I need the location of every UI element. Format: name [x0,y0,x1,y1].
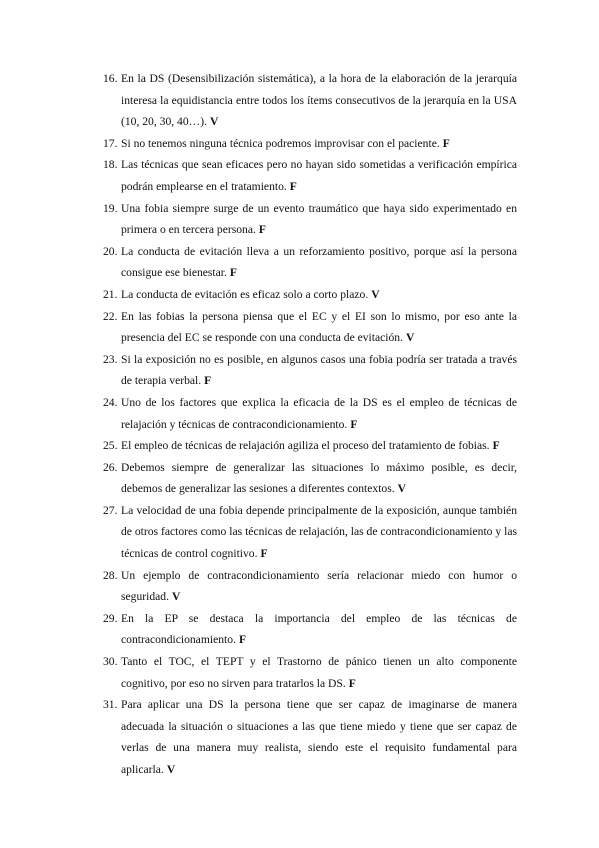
item-number: 21. [103,287,118,301]
list-item [103,198,517,241]
item-answer: F [348,676,356,690]
list-item [103,349,517,392]
item-answer: F [492,439,500,453]
item-number: 25. [103,439,118,453]
item-number: 22. [103,309,118,323]
item-answer: F [204,374,212,388]
item-answer: V [171,590,181,604]
item-number: 28. [103,568,118,582]
list-item [103,565,517,608]
list-item [103,457,517,500]
item-text: La conducta de evitación lleva a un reforzamiento positivo, porque así la persona consigue ese bienestar. [121,244,517,280]
item-number: 31. [103,698,118,712]
item-number: 29. [103,611,118,625]
item-number: 23. [103,352,118,366]
item-number: 27. [103,503,118,517]
item-text: En las fobias la persona piensa que el EC y el EI son lo mismo, por eso ante la presencia del EC se responde con una conducta de evitación. [121,309,517,345]
item-text: La velocidad de una fobia depende principalmente de la exposición, aunque también de otros factores como las técnicas de relajación, las de contracondicionamiento y las técnicas de control cognitivo. [121,503,517,561]
item-answer: F [350,417,358,431]
list-item [103,651,517,694]
item-text: Uno de los factores que explica la eficacia de la DS es el empleo de técnicas de relajación y técnicas de contracondicionamiento. [121,395,517,431]
item-text: Las técnicas que sean eficaces pero no hayan sido sometidas a verificación empírica podrán emplearse en el tratamiento. [121,158,517,193]
item-answer: F [229,266,238,280]
list-item [103,435,517,457]
list-item [103,694,517,780]
item-answer: V [406,331,415,345]
list-item [103,154,517,197]
item-number: 24. [103,395,118,409]
item-number: 19. [103,201,118,215]
list-item [103,500,517,565]
list-item [103,68,517,133]
item-answer: V [166,763,176,776]
item-number: 16. [103,72,118,85]
item-answer: V [371,287,380,301]
list-item [103,608,517,651]
item-answer: F [289,179,297,193]
item-number: 18. [103,158,118,172]
item-text: Para aplicar una DS la persona tiene que ser capaz de imaginarse de manera adecuada la situación o situaciones a las que tiene miedo y tiene que ser capaz de verlas de una manera muy realista, siendo este el requisito fundamental para aplicarla. [121,698,517,776]
item-number: 26. [103,460,118,474]
list-item [103,306,517,349]
item-number: 30. [103,655,118,669]
item-text: La conducta de evitación es eficaz solo a corto plazo. [121,287,369,301]
list-item [103,392,517,435]
item-number: 20. [103,244,118,258]
list-item [103,284,517,306]
item-text: Si la exposición no es posible, en algunos casos una fobia podría ser tratada a través de terapia verbal. [121,352,517,388]
item-text: Una fobia siempre surge de un evento traumático que haya sido experimentado en primera o en tercera persona. [121,201,517,237]
item-answer: F [442,136,450,150]
item-text: En la DS (Desensibilización sistemática), a la hora de la elaboración de la jerarquía interesa la equidistancia entre todos los ítems consecutivos de la jerarquía en la USA (10, 20, 30, 40…). [121,72,517,129]
list-item [103,133,517,155]
item-answer: F [260,547,268,561]
item-text: El empleo de técnicas de relajación agiliza el proceso del tratamiento de fobias. [121,439,490,453]
item-text: Si no tenemos ninguna técnica podremos improvisar con el paciente. [121,136,440,150]
item-text: Un ejemplo de contracondicionamiento sería relacionar miedo con humor o seguridad. [121,568,517,604]
item-answer: V [209,115,219,129]
list-item [103,241,517,284]
item-number: 17. [103,136,118,150]
item-answer: F [238,633,247,647]
item-text: Debemos siempre de generalizar las situaciones lo máximo posible, es decir, debemos de generalizar las sesiones a diferentes contextos. [121,460,517,496]
item-text: En la EP se destaca la importancia del empleo de las técnicas de contracondicionamiento. [121,611,517,647]
item-text: Tanto el TOC, el TEPT y el Trastorno de pánico tienen un alto componente cognitivo, por eso no sirven para tratarlos la DS. [121,655,517,690]
item-answer: V [397,482,407,496]
true-false-question-list [103,68,517,781]
item-answer: F [258,223,266,237]
